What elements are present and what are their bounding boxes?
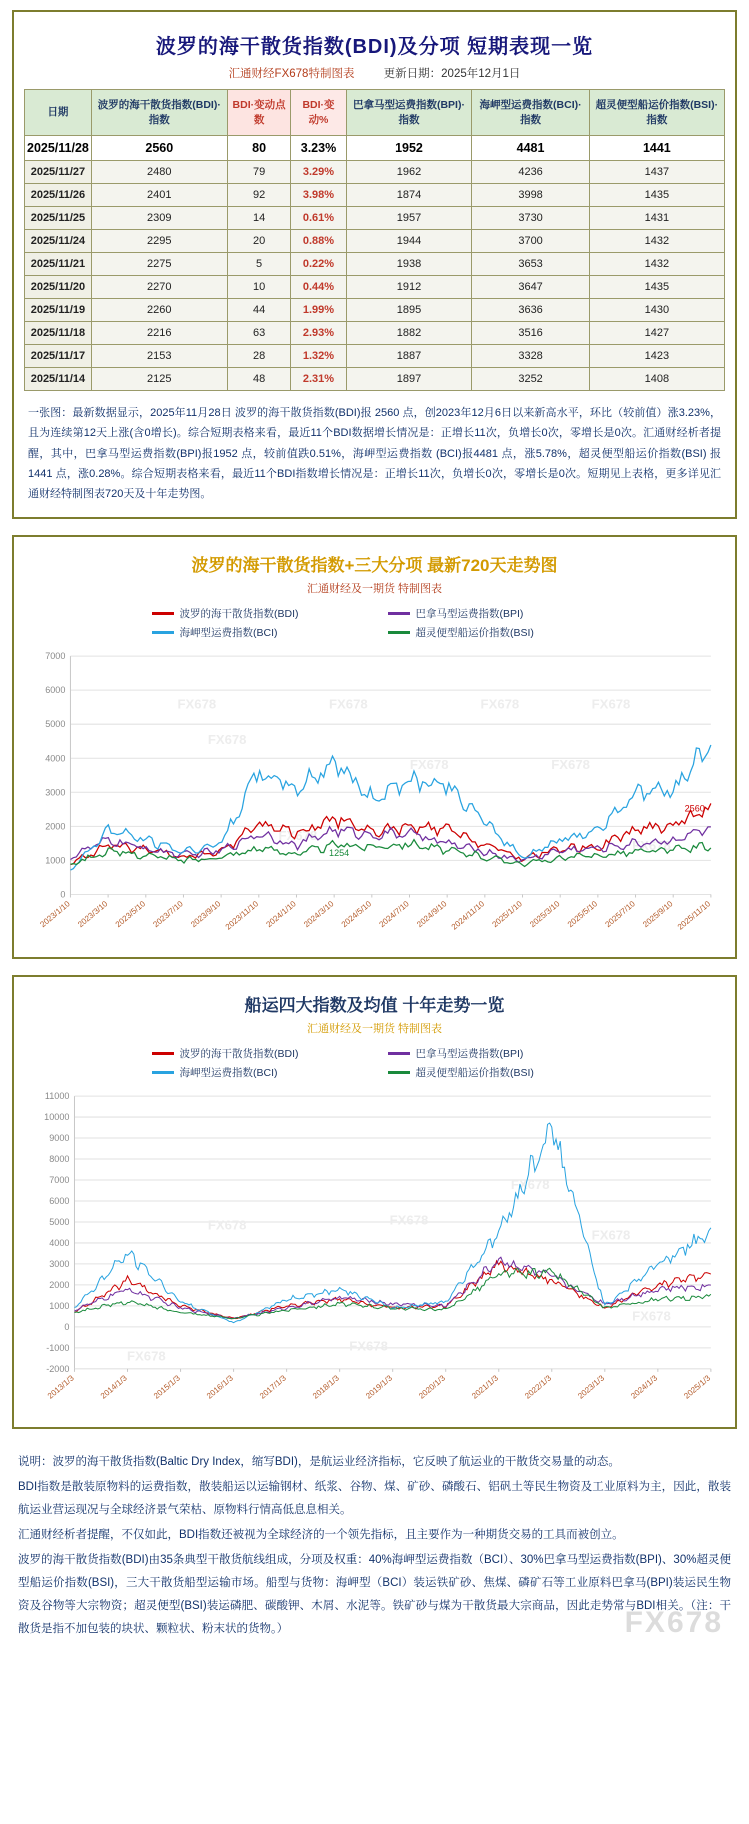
svg-text:8000: 8000 bbox=[49, 1153, 70, 1164]
svg-text:9000: 9000 bbox=[49, 1132, 70, 1143]
svg-text:2024/11/10: 2024/11/10 bbox=[449, 898, 487, 932]
chart-720d-svg bbox=[26, 648, 723, 951]
table-header-row bbox=[25, 90, 725, 136]
svg-text:FX678: FX678 bbox=[480, 696, 520, 712]
cell-bci: 3730 bbox=[472, 207, 589, 230]
svg-text:2023/1/3: 2023/1/3 bbox=[576, 1373, 607, 1401]
svg-text:2025/1/10: 2025/1/10 bbox=[490, 898, 524, 929]
cell-pct: 0.22% bbox=[291, 253, 346, 276]
cell-date: 2025/11/27 bbox=[25, 161, 92, 184]
cell-date: 2025/11/21 bbox=[25, 253, 92, 276]
cell-chg: 14 bbox=[227, 207, 291, 230]
cell-bpi: 1895 bbox=[346, 299, 472, 322]
table-row bbox=[25, 161, 725, 184]
svg-text:6000: 6000 bbox=[49, 1195, 70, 1206]
svg-text:4000: 4000 bbox=[49, 1237, 70, 1248]
cell-chg: 5 bbox=[227, 253, 291, 276]
cell-bci: 3636 bbox=[472, 299, 589, 322]
cell-chg: 44 bbox=[227, 299, 291, 322]
table-row bbox=[25, 207, 725, 230]
svg-text:2023/5/10: 2023/5/10 bbox=[113, 898, 148, 929]
chart-10y-panel bbox=[12, 975, 737, 1429]
cell-chg: 80 bbox=[227, 136, 291, 161]
footer-line-2: BDI指数是散装原物料的运费指数，散装船运以运输钢材、纸浆、谷物、煤、矿砂、磷酸石、铝矾土等民生物资及工业原料为主，因此，散装航运业营运现况与全球经济景气荣枯、原物料行情高低息息相关。 bbox=[18, 1481, 731, 1517]
svg-text:2018/1/3: 2018/1/3 bbox=[311, 1373, 341, 1401]
table-row bbox=[25, 322, 725, 345]
footer-notes bbox=[12, 1445, 737, 1659]
legend-label: 超灵便型船运价指数(BSI) bbox=[415, 626, 534, 639]
table-row bbox=[25, 299, 725, 322]
svg-text:2024/7/10: 2024/7/10 bbox=[377, 898, 411, 929]
svg-text:0: 0 bbox=[60, 889, 66, 900]
cell-pct: 1.32% bbox=[291, 345, 346, 368]
cell-date: 2025/11/26 bbox=[25, 184, 92, 207]
table-note: 一张图：最新数据显示，2025年11月28日 波罗的海干散货指数(BDI)报 2560 点，创2023年12月6日以来新高水平，环比（较前值）涨3.23%，且为连续第12天上涨(含0增长)。综合短期表格来看，最近11个BDI数据增长情况是：正增长11次，负增长0次，零增长是0次。汇通财经析者提醒，其中，巴拿马型运费指数(BPI)报1952 点，较前值跌0.51%，海岬型运费指数 (BCI)报4481 点，涨5.78%，超灵便型船运价指数(BSI) 报1441 点，涨0.28%。综合短期表格来看，最近11个BDI指数增长情况是：正增长11次，负增长0次，零增长是0次。短期见上表格，更多详见汇通财经特制图表720天及十年走势图。 bbox=[28, 407, 721, 501]
cell-bdi: 2153 bbox=[91, 345, 227, 368]
svg-text:FX678: FX678 bbox=[127, 1348, 166, 1364]
svg-text:2024/1/3: 2024/1/3 bbox=[629, 1373, 660, 1401]
svg-text:6000: 6000 bbox=[45, 684, 66, 695]
cell-bdi: 2295 bbox=[91, 230, 227, 253]
chart-720d-title: 波罗的海干散货指数+三大分项 最新720天走势图 bbox=[191, 555, 558, 575]
cell-bsi: 1430 bbox=[589, 299, 724, 322]
updated-label: 更新日期：2025年12月1日 bbox=[383, 68, 521, 80]
chart-10y-plot bbox=[22, 1084, 727, 1421]
cell-bci: 4481 bbox=[472, 136, 589, 161]
table-row bbox=[25, 184, 725, 207]
cell-bsi: 1437 bbox=[589, 161, 724, 184]
cell-bci: 3998 bbox=[472, 184, 589, 207]
legend-swatch-bsi bbox=[388, 1071, 410, 1074]
table-row bbox=[25, 368, 725, 391]
cell-bci: 3328 bbox=[472, 345, 589, 368]
svg-text:FX678: FX678 bbox=[632, 1308, 671, 1324]
cell-pct: 2.93% bbox=[291, 322, 346, 345]
col-bsi: 超灵便型船运价指数(BSI)·指数 bbox=[589, 90, 724, 136]
cell-date: 2025/11/20 bbox=[25, 276, 92, 299]
legend-item bbox=[388, 1065, 598, 1080]
table-row bbox=[25, 345, 725, 368]
cell-date: 2025/11/18 bbox=[25, 322, 92, 345]
cell-pct: 3.98% bbox=[291, 184, 346, 207]
svg-text:FX678: FX678 bbox=[389, 1212, 429, 1228]
col-bci: 海岬型运费指数(BCI)·指数 bbox=[472, 90, 589, 136]
legend-swatch-bpi bbox=[388, 1052, 410, 1055]
svg-text:7000: 7000 bbox=[49, 1174, 70, 1185]
chart-720d-plot bbox=[22, 644, 727, 951]
svg-text:2025/3/10: 2025/3/10 bbox=[528, 898, 562, 929]
col-bpi: 巴拿马型运费指数(BPI)·指数 bbox=[346, 90, 472, 136]
legend-label: 巴拿马型运费指数(BPI) bbox=[415, 607, 524, 620]
cell-bsi: 1431 bbox=[589, 207, 724, 230]
svg-text:2024/1/10: 2024/1/10 bbox=[264, 898, 298, 929]
table-row bbox=[25, 276, 725, 299]
col-bdi-change-pts: BDI·变动点数 bbox=[227, 90, 291, 136]
cell-bdi: 2125 bbox=[91, 368, 227, 391]
legend-label: 海岬型运费指数(BCI) bbox=[179, 626, 278, 639]
svg-text:2016/1/3: 2016/1/3 bbox=[204, 1373, 235, 1401]
table-subline bbox=[24, 65, 725, 89]
svg-text:2020/1/3: 2020/1/3 bbox=[417, 1373, 448, 1401]
bdi-table-panel bbox=[12, 10, 737, 519]
cell-chg: 79 bbox=[227, 161, 291, 184]
cell-date: 2025/11/25 bbox=[25, 207, 92, 230]
cell-bci: 3516 bbox=[472, 322, 589, 345]
svg-text:FX678: FX678 bbox=[207, 731, 247, 747]
page-title: 波罗的海干散货指数(BDI)及分项 短期表现一览 bbox=[155, 36, 594, 58]
legend-label: 波罗的海干散货指数(BDI) bbox=[179, 1047, 299, 1060]
svg-text:2014/1/3: 2014/1/3 bbox=[98, 1373, 129, 1401]
cell-bsi: 1432 bbox=[589, 253, 724, 276]
cell-bci: 3252 bbox=[472, 368, 589, 391]
cell-bci: 3653 bbox=[472, 253, 589, 276]
svg-text:2021/1/3: 2021/1/3 bbox=[470, 1373, 501, 1401]
cell-bdi: 2260 bbox=[91, 299, 227, 322]
svg-text:2024/9/10: 2024/9/10 bbox=[415, 898, 449, 929]
svg-text:2023/9/10: 2023/9/10 bbox=[189, 898, 223, 929]
legend-item bbox=[388, 625, 598, 640]
legend-swatch-bdi bbox=[152, 1052, 174, 1055]
cell-bpi: 1938 bbox=[346, 253, 472, 276]
svg-text:FX678: FX678 bbox=[329, 696, 368, 712]
svg-text:2560: 2560 bbox=[684, 803, 705, 814]
chart-10y-title: 船运四大指数及均值 十年走势一览 bbox=[244, 995, 505, 1015]
cell-pct: 2.31% bbox=[291, 368, 346, 391]
svg-text:11000: 11000 bbox=[44, 1090, 70, 1101]
svg-text:FX678: FX678 bbox=[591, 1227, 631, 1243]
svg-text:FX678: FX678 bbox=[510, 1176, 550, 1192]
cell-bpi: 1957 bbox=[346, 207, 472, 230]
svg-text:10000: 10000 bbox=[44, 1111, 70, 1122]
svg-text:FX678: FX678 bbox=[177, 696, 217, 712]
footer-line-1: 说明：波罗的海干散货指数(Baltic Dry Index，缩写BDI)，是航运业经济指标，它反映了航运业的干散货交易量的动态。 bbox=[18, 1456, 620, 1469]
svg-text:2019/1/3: 2019/1/3 bbox=[364, 1373, 394, 1401]
svg-text:3000: 3000 bbox=[45, 787, 66, 798]
cell-bdi: 2560 bbox=[91, 136, 227, 161]
chart-10y-subtitle: 汇通财经及一期货 特制图表 bbox=[306, 1022, 443, 1035]
cell-bdi: 2216 bbox=[91, 322, 227, 345]
footer-line-4: 波罗的海干散货指数(BDI)由35条典型干散货航线组成，分项及权重：40%海岬型运费指数（BCI）、30%巴拿马型运费指数(BPI)、30%超灵便型船运价指数(BSI)，三大干散货船型运输市场。船型与货物：海岬型（BCI）装运铁矿砂、焦煤、磷矿石等工业原料巴拿马(BPI)装运民生物资及谷物等大宗物资；超灵便型(BSI)装运磷肥、碳酸钾、木屑、水泥等。铁矿砂与煤为干散货最大宗商品，因此走势常与BDI相关。（注：干散货是指不加包装的块状、颗粒状、粉末状的货物。） bbox=[18, 1554, 731, 1636]
cell-date: 2025/11/28 bbox=[25, 136, 92, 161]
svg-text:2025/7/10: 2025/7/10 bbox=[603, 898, 637, 929]
svg-text:7000: 7000 bbox=[45, 650, 66, 661]
cell-chg: 92 bbox=[227, 184, 291, 207]
cell-bpi: 1874 bbox=[346, 184, 472, 207]
svg-text:1000: 1000 bbox=[49, 1300, 70, 1311]
svg-text:FX678: FX678 bbox=[632, 837, 671, 853]
legend-item bbox=[152, 625, 362, 640]
cell-chg: 10 bbox=[227, 276, 291, 299]
svg-text:2023/1/10: 2023/1/10 bbox=[38, 898, 72, 929]
chart-720d-panel bbox=[12, 535, 737, 959]
cell-bpi: 1887 bbox=[346, 345, 472, 368]
svg-text:FX678: FX678 bbox=[409, 756, 449, 772]
svg-text:2025/9/10: 2025/9/10 bbox=[641, 898, 675, 929]
cell-pct: 0.44% bbox=[291, 276, 346, 299]
cell-bsi: 1435 bbox=[589, 276, 724, 299]
cell-bsi: 1432 bbox=[589, 230, 724, 253]
legend-swatch-bci bbox=[152, 1071, 174, 1074]
chart-720d-legend bbox=[22, 598, 727, 644]
cell-bdi: 2480 bbox=[91, 161, 227, 184]
legend-item bbox=[388, 1046, 598, 1061]
legend-item bbox=[152, 1065, 362, 1080]
cell-bdi: 2309 bbox=[91, 207, 227, 230]
legend-swatch-bpi bbox=[388, 612, 410, 615]
svg-text:5000: 5000 bbox=[49, 1216, 70, 1227]
legend-swatch-bsi bbox=[388, 631, 410, 634]
legend-item bbox=[152, 1046, 362, 1061]
cell-pct: 3.29% bbox=[291, 161, 346, 184]
cell-bpi: 1952 bbox=[346, 136, 472, 161]
cell-bsi: 1441 bbox=[589, 136, 724, 161]
legend-label: 波罗的海干散货指数(BDI) bbox=[179, 607, 299, 620]
svg-text:2023/7/10: 2023/7/10 bbox=[151, 898, 185, 929]
svg-text:2024/5/10: 2024/5/10 bbox=[339, 898, 374, 929]
chart-10y-legend bbox=[22, 1038, 727, 1084]
chart-720d-subtitle: 汇通财经及一期货 特制图表 bbox=[306, 582, 443, 595]
svg-text:2000: 2000 bbox=[49, 1279, 70, 1290]
legend-label: 超灵便型船运价指数(BSI) bbox=[415, 1066, 534, 1079]
chart-10y-svg bbox=[26, 1088, 723, 1421]
cell-pct: 0.61% bbox=[291, 207, 346, 230]
bdi-table bbox=[24, 89, 725, 391]
table-row bbox=[25, 230, 725, 253]
cell-date: 2025/11/14 bbox=[25, 368, 92, 391]
watermark-fx678: FX678 bbox=[624, 1606, 723, 1640]
cell-bpi: 1912 bbox=[346, 276, 472, 299]
svg-text:2022/1/3: 2022/1/3 bbox=[523, 1373, 554, 1401]
cell-date: 2025/11/19 bbox=[25, 299, 92, 322]
legend-swatch-bdi bbox=[152, 612, 174, 615]
col-date: 日期 bbox=[25, 90, 92, 136]
cell-chg: 28 bbox=[227, 345, 291, 368]
svg-text:FX678: FX678 bbox=[349, 1338, 388, 1354]
svg-text:FX678: FX678 bbox=[207, 1217, 247, 1233]
svg-text:2015/1/3: 2015/1/3 bbox=[151, 1373, 182, 1401]
cell-bsi: 1423 bbox=[589, 345, 724, 368]
svg-text:1000: 1000 bbox=[45, 855, 66, 866]
svg-text:2025/11/10: 2025/11/10 bbox=[675, 898, 713, 932]
cell-date: 2025/11/24 bbox=[25, 230, 92, 253]
svg-text:2024/3/10: 2024/3/10 bbox=[302, 898, 336, 929]
cell-bdi: 2401 bbox=[91, 184, 227, 207]
svg-text:2023/3/10: 2023/3/10 bbox=[76, 898, 110, 929]
cell-pct: 1.99% bbox=[291, 299, 346, 322]
svg-text:FX678: FX678 bbox=[551, 756, 590, 772]
cell-bsi: 1435 bbox=[589, 184, 724, 207]
table-row bbox=[25, 136, 725, 161]
svg-text:-2000: -2000 bbox=[46, 1363, 70, 1374]
svg-text:0: 0 bbox=[64, 1321, 70, 1332]
source-label: 汇通财经FX678特制图表 bbox=[228, 68, 355, 80]
cell-bpi: 1962 bbox=[346, 161, 472, 184]
svg-text:FX678: FX678 bbox=[591, 696, 631, 712]
table-body bbox=[25, 136, 725, 391]
svg-text:1254: 1254 bbox=[329, 847, 350, 858]
svg-text:-1000: -1000 bbox=[46, 1342, 70, 1353]
legend-swatch-bci bbox=[152, 631, 174, 634]
table-row bbox=[25, 253, 725, 276]
col-bdi-change-pct: BDI·变动% bbox=[291, 90, 346, 136]
svg-text:FX678: FX678 bbox=[278, 827, 318, 843]
cell-bsi: 1408 bbox=[589, 368, 724, 391]
svg-text:2023/11/10: 2023/11/10 bbox=[223, 898, 261, 932]
cell-bci: 3647 bbox=[472, 276, 589, 299]
cell-chg: 20 bbox=[227, 230, 291, 253]
svg-text:2000: 2000 bbox=[45, 821, 66, 832]
cell-bpi: 1882 bbox=[346, 322, 472, 345]
svg-text:2013/1/3: 2013/1/3 bbox=[45, 1373, 76, 1401]
cell-bdi: 2275 bbox=[91, 253, 227, 276]
svg-text:3000: 3000 bbox=[49, 1258, 70, 1269]
cell-bpi: 1944 bbox=[346, 230, 472, 253]
svg-text:4000: 4000 bbox=[45, 752, 66, 763]
cell-bpi: 1897 bbox=[346, 368, 472, 391]
svg-text:2017/1/3: 2017/1/3 bbox=[258, 1373, 288, 1401]
legend-label: 海岬型运费指数(BCI) bbox=[179, 1066, 278, 1079]
cell-pct: 0.88% bbox=[291, 230, 346, 253]
cell-bci: 4236 bbox=[472, 161, 589, 184]
cell-pct: 3.23% bbox=[291, 136, 346, 161]
col-bdi: 波罗的海干散货指数(BDI)·指数 bbox=[91, 90, 227, 136]
svg-text:2025/5/10: 2025/5/10 bbox=[565, 898, 600, 929]
cell-bdi: 2270 bbox=[91, 276, 227, 299]
footer-line-3: 汇通财经析者提醒，不仅如此，BDI指数还被视为全球经济的一个领先指标，且主要作为一种期货交易的工具而被创立。 bbox=[18, 1529, 624, 1542]
cell-date: 2025/11/17 bbox=[25, 345, 92, 368]
cell-chg: 48 bbox=[227, 368, 291, 391]
legend-item bbox=[152, 606, 362, 621]
legend-label: 巴拿马型运费指数(BPI) bbox=[415, 1047, 524, 1060]
svg-text:5000: 5000 bbox=[45, 718, 66, 729]
legend-item bbox=[388, 606, 598, 621]
svg-text:2025/1/3: 2025/1/3 bbox=[682, 1373, 713, 1401]
cell-chg: 63 bbox=[227, 322, 291, 345]
cell-bci: 3700 bbox=[472, 230, 589, 253]
cell-bsi: 1427 bbox=[589, 322, 724, 345]
